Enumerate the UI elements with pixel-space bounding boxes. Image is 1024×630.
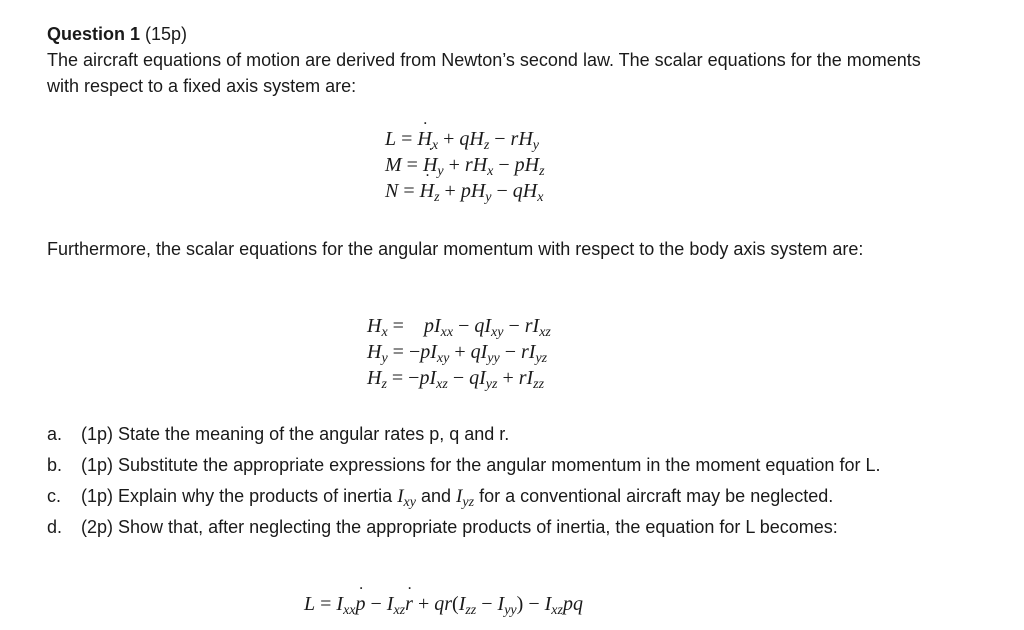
part-marker: b. [47, 455, 63, 475]
moment-equations [385, 126, 545, 204]
equation-N: N = H $˙_z + pH_y - qH_x$ [385, 178, 545, 204]
part-marker: a. [47, 424, 63, 444]
part-b [47, 451, 947, 480]
equation-M: M = H $˙_y + rH_x - pH_z$ [385, 152, 545, 178]
question-parts [47, 420, 947, 544]
furthermore-paragraph: Furthermore, the scalar equations for the angular momentum with respect to the body axis system are: [47, 239, 864, 259]
equation-Hy: $H_y = -pI_{xy} + qI_{yy} - rI_{yz}$ [367, 341, 548, 366]
equation-Hx: $H_x$ = $pI_{xx} - qI_{xy} - rI_{xz}$ [367, 315, 551, 340]
part-marker: d. [47, 517, 63, 537]
equation-L: L = H $˙_x + qH_z - rH_y$ [385, 126, 545, 152]
question-title [47, 22, 187, 46]
part-text: State the meaning of the angular rates p, q and r. [118, 424, 510, 444]
equation-Hz: $H_z = -pI_{xz} - qI_{yz} + rI_{zz}$ [367, 367, 545, 392]
part-points: (1p) [81, 455, 114, 475]
part-text-after: for a conventional aircraft may be neglected. [479, 486, 834, 506]
intro-paragraph: The aircraft equations of motion are derived from Newton’s second law. The scalar equations for the moments with respect to a fixed axis system are: [47, 50, 921, 96]
part-points: (1p) [81, 486, 114, 506]
angular-momentum-equations [367, 313, 551, 391]
part-text-and: and [420, 486, 452, 506]
inertia-Iyz: $I_{yz}$ [456, 486, 475, 510]
part-c [47, 482, 947, 511]
part-text: Show that, after neglecting the appropriate products of inertia, the equation for L becomes: [118, 517, 838, 537]
question-points: (15p) [145, 24, 188, 44]
final-equation-L: $L = I_{xx}p$ ˙ − $I_{xz}r$ ˙ + $qr(I_{zz} - I_{yy}) - I_{xz}pq$ [304, 591, 583, 617]
part-text: Substitute the appropriate expressions for the angular momentum in the moment equation for L. [118, 455, 881, 475]
question-number: Question 1 [47, 24, 141, 44]
part-points: (1p) [81, 424, 114, 444]
inertia-Ixy: $I_{xy}$ [397, 486, 416, 510]
part-d [47, 513, 947, 542]
part-points: (2p) [81, 517, 114, 537]
part-a [47, 420, 947, 449]
part-text-before: Explain why the products of inertia [118, 486, 393, 506]
part-marker: c. [47, 486, 62, 506]
